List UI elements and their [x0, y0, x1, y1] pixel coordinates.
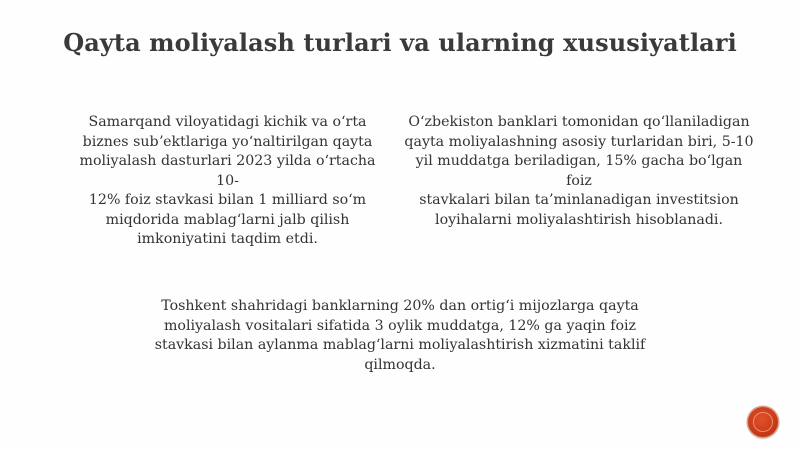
- text-line: moliyalash vositalari sifatida 3 oylik muddatga, 12% ga yaqin foiz: [163, 317, 637, 334]
- slide-title: Qayta moliyalash turlari va ularning xususiyatlari: [63, 28, 737, 57]
- paragraph-samarqand: [70, 113, 385, 250]
- text-line: biznes subʼektlariga yo‘naltirilgan qayta: [82, 133, 373, 150]
- text-line: O‘zbekiston banklari tomonidan qo‘llaniladigan: [408, 114, 750, 130]
- paragraph-toshkent: [150, 297, 650, 375]
- text-line: miqdorida mablag‘larni jalb qilish: [105, 211, 350, 228]
- slide-nav-button[interactable]: [748, 407, 778, 437]
- text-line: qayta moliyalashning asosiy turlaridan biri, 5-10: [404, 133, 754, 150]
- text-line: qilmoqda.: [364, 356, 436, 373]
- circle-nav-icon: [753, 412, 773, 432]
- paragraph-ozbekiston: [403, 113, 755, 230]
- text-line: moliyalash dasturlari 2023 yilda o‘rtacha 10-: [79, 153, 376, 189]
- text-line: loyihalarni moliyalashtirish hisoblanadi.: [435, 211, 723, 228]
- text-line: Samarqand viloyatidagi kichik va o‘rta: [88, 114, 367, 130]
- text-line: stavkasi bilan aylanma mablag‘larni moliyalashtirish xizmatini taklif: [154, 337, 646, 353]
- text-line: 12% foiz stavkasi bilan 1 milliard so‘m: [88, 192, 367, 208]
- text-line: yil muddatga beriladigan, 15% gacha bo‘lgan foiz: [415, 153, 743, 189]
- text-line: stavkalari bilan ta’minlanadigan investitsion: [419, 192, 739, 208]
- text-line: imkoniyatini taqdim etdi.: [137, 231, 318, 247]
- text-line: Toshkent shahridagi banklarning 20% dan ortig‘i mijozlarga qayta: [161, 298, 639, 314]
